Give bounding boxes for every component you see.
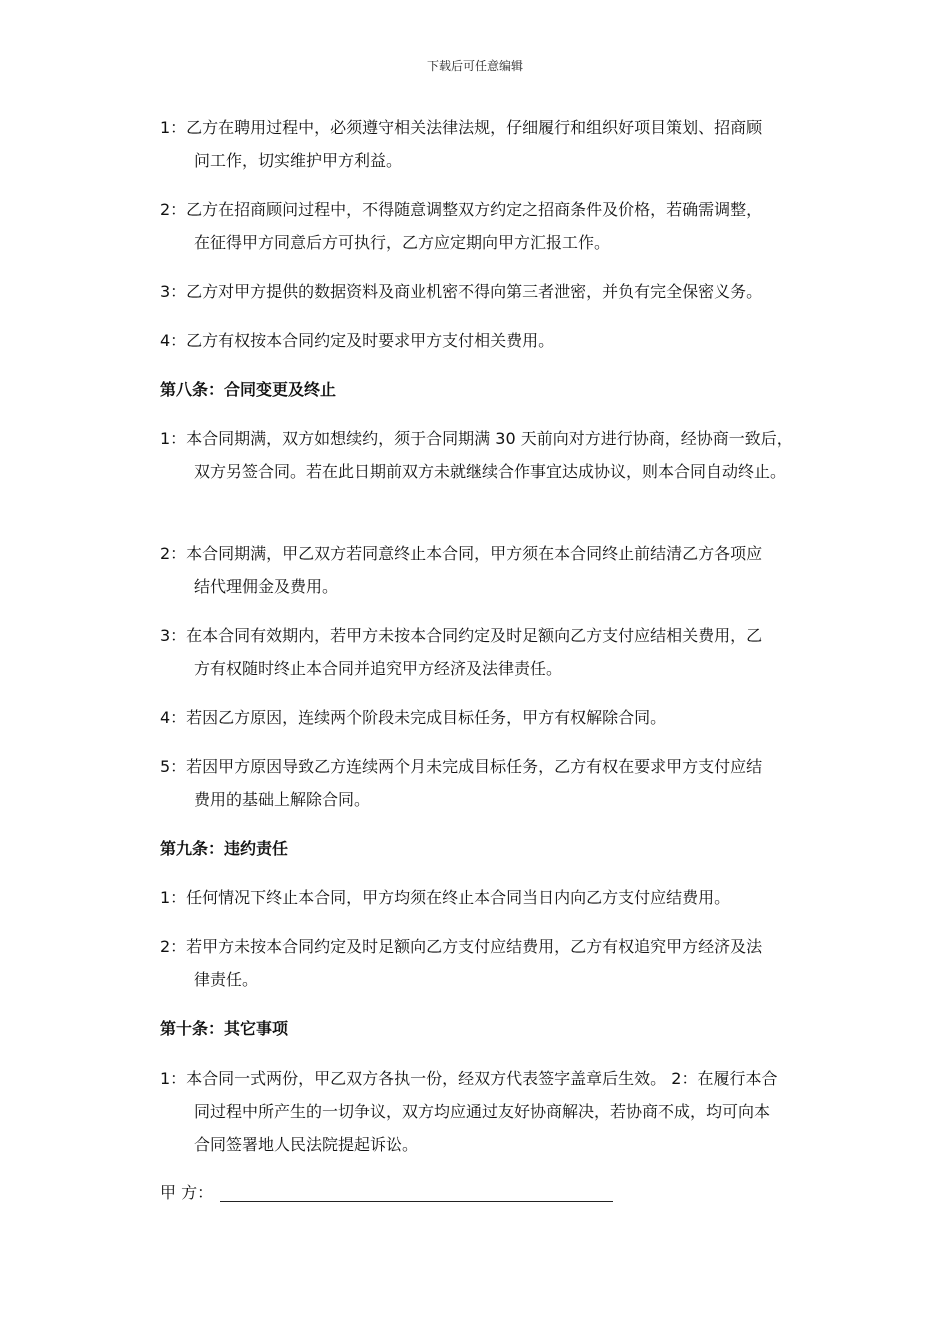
clause-line: 2：乙方在招商顾问过程中，不得随意调整双方约定之招商条件及价格，若确需调整， [160, 200, 763, 219]
clause-7-1 [160, 111, 820, 177]
clause-line: 3：在本合同有效期内，若甲方未按本合同约定及时足额向乙方支付应结相关费用，乙 [160, 626, 763, 645]
clause-line: 1：乙方在聘用过程中，必须遵守相关法律法规，仔细履行和组织好项目策划、招商顾 [160, 118, 763, 137]
party-a-signature-label: 甲 方： [160, 1183, 214, 1202]
clause-8-3 [160, 619, 820, 685]
clause-7-2 [160, 193, 820, 259]
clause-8-5 [160, 750, 820, 816]
clause-7-4 [160, 324, 820, 357]
clause-8-2 [160, 537, 820, 603]
clause-8-1 [160, 422, 820, 488]
clause-line: 1：任何情况下终止本合同，甲方均须在终止本合同当日内向乙方支付应结费用。 [160, 888, 731, 907]
clause-line: 4：若因乙方原因，连续两个阶段未完成目标任务，甲方有权解除合同。 [160, 708, 667, 727]
page-header: 下载后可任意编辑 [426, 59, 523, 73]
clause-line: 1：本合同期满，双方如想续约，须于合同期满 30 天前向对方进行协商，经协商一致后， [160, 429, 793, 448]
clause-line: 费用的基础上解除合同。 [194, 790, 371, 809]
clause-line: 结代理佣金及费用。 [194, 577, 339, 596]
clause-line: 同过程中所产生的一切争议，双方均应通过友好协商解决，若协商不成，均可向本 [194, 1102, 771, 1121]
clause-9-1 [160, 881, 820, 914]
clause-9-2 [160, 930, 820, 996]
clause-line: 问工作，切实维护甲方利益。 [194, 151, 403, 170]
clause-line: 合同签署地人民法院提起诉讼。 [194, 1135, 419, 1154]
clause-line: 2：本合同期满，甲乙双方若同意终止本合同，甲方须在本合同终止前结清乙方各项应 [160, 544, 763, 563]
clause-line: 律责任。 [194, 970, 259, 989]
clause-line: 4：乙方有权按本合同约定及时要求甲方支付相关费用。 [160, 331, 555, 350]
clause-line: 5：若因甲方原因导致乙方连续两个月未完成目标任务，乙方有权在要求甲方支付应结 [160, 757, 763, 776]
section-9-title: 第九条：违约责任 [160, 839, 289, 858]
clause-7-3 [160, 275, 820, 308]
clause-8-4 [160, 701, 820, 734]
section-8-title: 第八条：合同变更及终止 [160, 380, 337, 399]
clause-line: 方有权随时终止本合同并追究甲方经济及法律责任。 [194, 659, 563, 678]
clause-line: 在征得甲方同意后方可执行，乙方应定期向甲方汇报工作。 [194, 233, 611, 252]
signature-line [220, 1201, 613, 1202]
clause-line: 3：乙方对甲方提供的数据资料及商业机密不得向第三者泄密，并负有完全保密义务。 [160, 282, 763, 301]
clause-line: 双方另签合同。若在此日期前双方未就继续合作事宜达成协议，则本合同自动终止。 [194, 462, 787, 481]
clause-10-1 [160, 1062, 820, 1161]
clause-line: 1：本合同一式两份，甲乙双方各执一份，经双方代表签字盖章后生效。 2：在履行本合 [160, 1069, 778, 1088]
clause-line: 2：若甲方未按本合同约定及时足额向乙方支付应结费用，乙方有权追究甲方经济及法 [160, 937, 763, 956]
section-10-title: 第十条：其它事项 [160, 1019, 289, 1038]
